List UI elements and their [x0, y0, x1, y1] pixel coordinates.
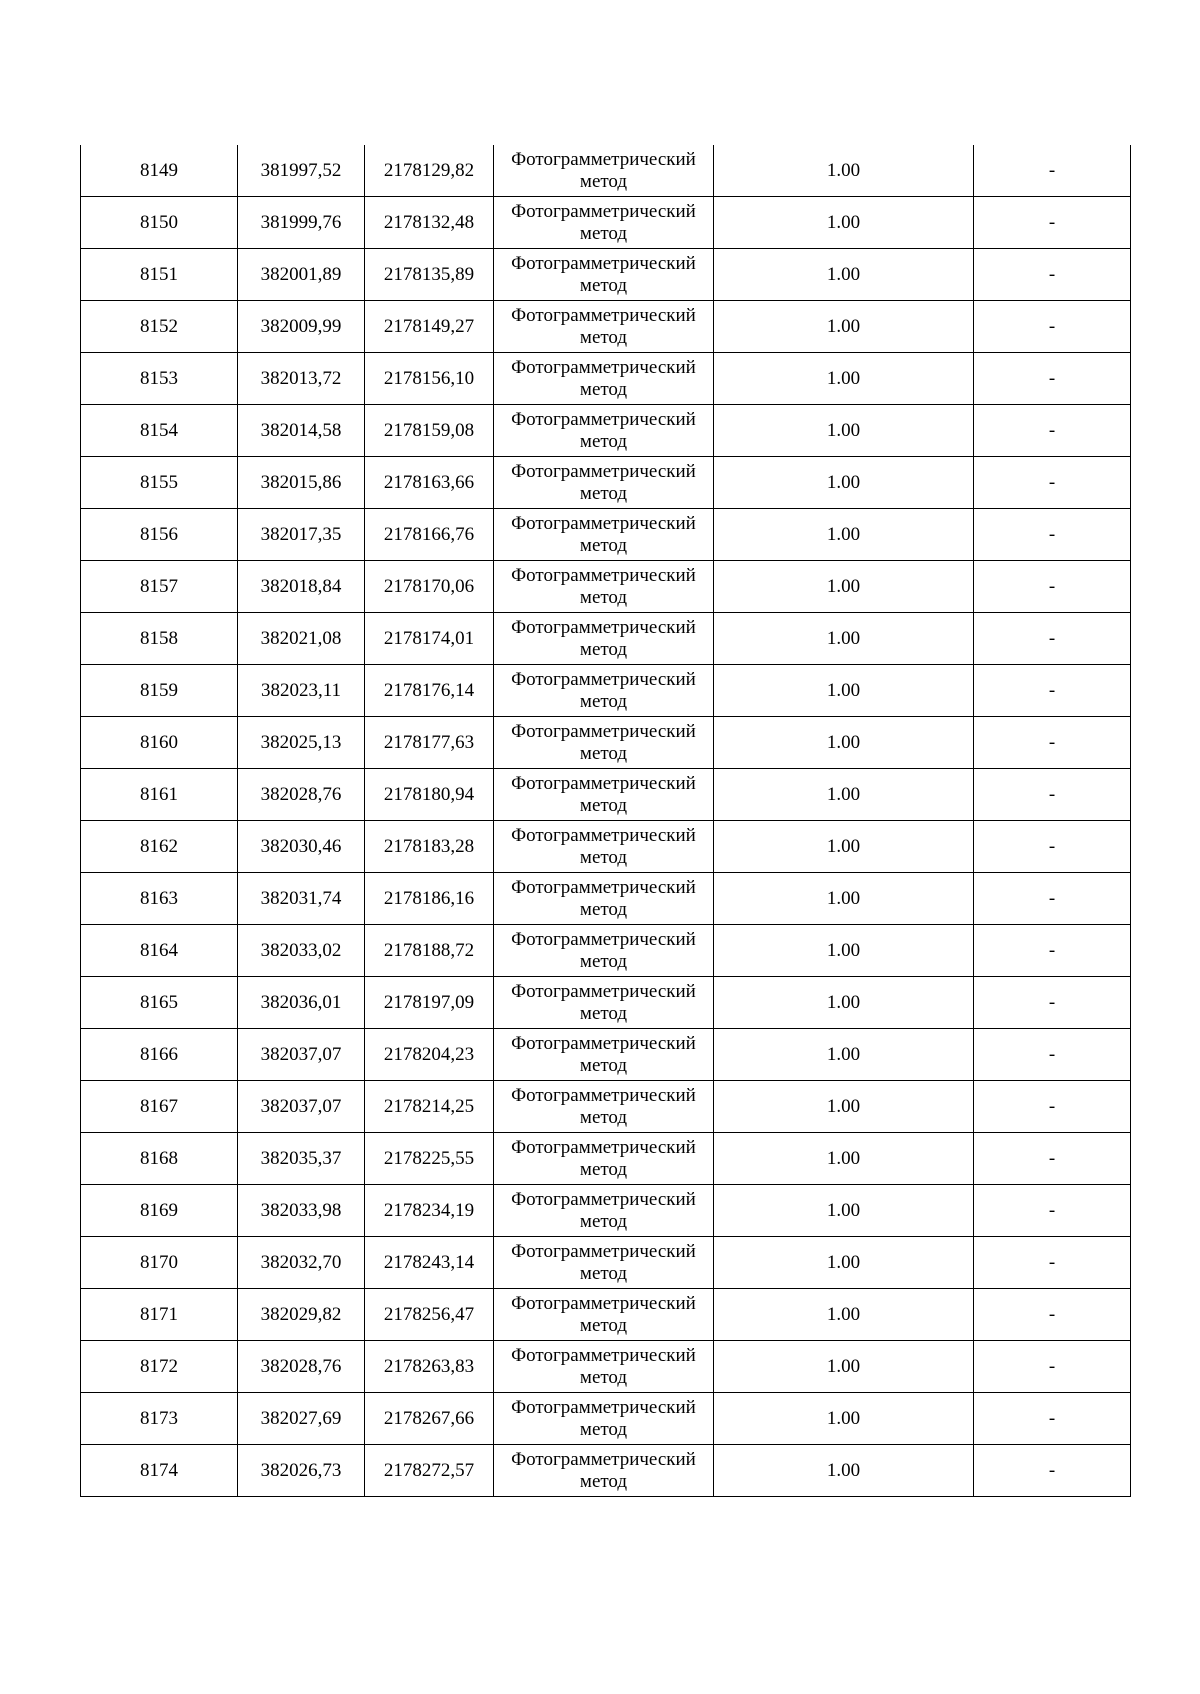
accuracy-cell: 1.00 [714, 249, 974, 301]
method-line-2: метод [579, 482, 628, 504]
y-coordinate-cell: 2178214,25 [365, 1081, 494, 1133]
coordinates-table-body [81, 145, 1131, 1497]
y-coordinate-cell: 2178225,55 [365, 1133, 494, 1185]
method-line-2: метод [579, 846, 628, 868]
method-line-1: Фотограмметрический [511, 980, 696, 1002]
note-cell: - [974, 353, 1131, 405]
table-row [81, 457, 1131, 509]
method-line-2: метод [579, 1262, 628, 1284]
method-cell [494, 405, 714, 457]
note-cell: - [974, 509, 1131, 561]
note-cell: - [974, 457, 1131, 509]
accuracy-cell: 1.00 [714, 613, 974, 665]
table-row [81, 613, 1131, 665]
method-line-2: метод [579, 586, 628, 608]
accuracy-cell: 1.00 [714, 197, 974, 249]
table-row [81, 1237, 1131, 1289]
x-coordinate-cell: 382035,37 [238, 1133, 365, 1185]
x-coordinate-cell: 382036,01 [238, 977, 365, 1029]
note-cell: - [974, 405, 1131, 457]
x-coordinate-cell: 382018,84 [238, 561, 365, 613]
note-cell: - [974, 1237, 1131, 1289]
table-row [81, 1185, 1131, 1237]
method-cell [494, 925, 714, 977]
method-cell [494, 197, 714, 249]
x-coordinate-cell: 382030,46 [238, 821, 365, 873]
table-row [81, 1289, 1131, 1341]
x-coordinate-cell: 382028,76 [238, 1341, 365, 1393]
method-line-1: Фотограмметрический [511, 616, 696, 638]
y-coordinate-cell: 2178176,14 [365, 665, 494, 717]
x-coordinate-cell: 382014,58 [238, 405, 365, 457]
method-cell [494, 1341, 714, 1393]
method-cell [494, 717, 714, 769]
accuracy-cell: 1.00 [714, 1341, 974, 1393]
method-line-1: Фотограмметрический [511, 304, 696, 326]
method-line-1: Фотограмметрический [511, 668, 696, 690]
x-coordinate-cell: 382013,72 [238, 353, 365, 405]
y-coordinate-cell: 2178159,08 [365, 405, 494, 457]
accuracy-cell: 1.00 [714, 457, 974, 509]
method-cell [494, 353, 714, 405]
table-row [81, 1081, 1131, 1133]
table-row [81, 561, 1131, 613]
method-cell [494, 1029, 714, 1081]
method-line-2: метод [579, 1418, 628, 1440]
method-line-1: Фотограмметрический [511, 720, 696, 742]
point-number-cell: 8149 [81, 145, 238, 197]
x-coordinate-cell: 382017,35 [238, 509, 365, 561]
x-coordinate-cell: 382015,86 [238, 457, 365, 509]
y-coordinate-cell: 2178149,27 [365, 301, 494, 353]
method-line-2: метод [579, 1002, 628, 1024]
x-coordinate-cell: 382028,76 [238, 769, 365, 821]
method-line-2: метод [579, 794, 628, 816]
method-cell [494, 561, 714, 613]
accuracy-cell: 1.00 [714, 1289, 974, 1341]
accuracy-cell: 1.00 [714, 1393, 974, 1445]
accuracy-cell: 1.00 [714, 873, 974, 925]
x-coordinate-cell: 382037,07 [238, 1029, 365, 1081]
method-line-1: Фотограмметрический [511, 200, 696, 222]
y-coordinate-cell: 2178129,82 [365, 145, 494, 197]
method-cell [494, 1237, 714, 1289]
method-line-1: Фотограмметрический [511, 824, 696, 846]
method-line-1: Фотограмметрический [511, 1084, 696, 1106]
accuracy-cell: 1.00 [714, 1445, 974, 1497]
table-row [81, 1393, 1131, 1445]
note-cell: - [974, 717, 1131, 769]
point-number-cell: 8171 [81, 1289, 238, 1341]
point-number-cell: 8166 [81, 1029, 238, 1081]
table-row [81, 769, 1131, 821]
x-coordinate-cell: 381997,52 [238, 145, 365, 197]
method-line-2: метод [579, 690, 628, 712]
note-cell: - [974, 977, 1131, 1029]
method-cell [494, 1185, 714, 1237]
method-cell [494, 1289, 714, 1341]
y-coordinate-cell: 2178256,47 [365, 1289, 494, 1341]
table-row [81, 821, 1131, 873]
note-cell: - [974, 1185, 1131, 1237]
y-coordinate-cell: 2178174,01 [365, 613, 494, 665]
method-line-2: метод [579, 222, 628, 244]
point-number-cell: 8150 [81, 197, 238, 249]
method-cell [494, 1133, 714, 1185]
point-number-cell: 8159 [81, 665, 238, 717]
y-coordinate-cell: 2178263,83 [365, 1341, 494, 1393]
x-coordinate-cell: 382032,70 [238, 1237, 365, 1289]
x-coordinate-cell: 382001,89 [238, 249, 365, 301]
table-row [81, 1341, 1131, 1393]
point-number-cell: 8173 [81, 1393, 238, 1445]
point-number-cell: 8167 [81, 1081, 238, 1133]
method-line-1: Фотограмметрический [511, 1188, 696, 1210]
x-coordinate-cell: 382033,98 [238, 1185, 365, 1237]
method-line-2: метод [579, 950, 628, 972]
point-number-cell: 8165 [81, 977, 238, 1029]
method-line-1: Фотограмметрический [511, 460, 696, 482]
note-cell: - [974, 301, 1131, 353]
method-line-1: Фотограмметрический [511, 772, 696, 794]
table-row [81, 1445, 1131, 1497]
method-line-2: метод [579, 1158, 628, 1180]
y-coordinate-cell: 2178156,10 [365, 353, 494, 405]
y-coordinate-cell: 2178135,89 [365, 249, 494, 301]
y-coordinate-cell: 2178243,14 [365, 1237, 494, 1289]
method-line-1: Фотограмметрический [511, 1032, 696, 1054]
accuracy-cell: 1.00 [714, 405, 974, 457]
table-row [81, 509, 1131, 561]
y-coordinate-cell: 2178166,76 [365, 509, 494, 561]
x-coordinate-cell: 382009,99 [238, 301, 365, 353]
method-line-1: Фотограмметрический [511, 148, 696, 170]
y-coordinate-cell: 2178272,57 [365, 1445, 494, 1497]
accuracy-cell: 1.00 [714, 561, 974, 613]
method-line-1: Фотограмметрический [511, 1240, 696, 1262]
table-row [81, 145, 1131, 197]
y-coordinate-cell: 2178163,66 [365, 457, 494, 509]
method-line-2: метод [579, 274, 628, 296]
table-row [81, 197, 1131, 249]
x-coordinate-cell: 382025,13 [238, 717, 365, 769]
note-cell: - [974, 1289, 1131, 1341]
x-coordinate-cell: 382023,11 [238, 665, 365, 717]
method-line-2: метод [579, 534, 628, 556]
method-cell [494, 821, 714, 873]
note-cell: - [974, 145, 1131, 197]
accuracy-cell: 1.00 [714, 509, 974, 561]
method-line-1: Фотограмметрический [511, 876, 696, 898]
note-cell: - [974, 561, 1131, 613]
point-number-cell: 8174 [81, 1445, 238, 1497]
table-row [81, 873, 1131, 925]
point-number-cell: 8158 [81, 613, 238, 665]
x-coordinate-cell: 382021,08 [238, 613, 365, 665]
accuracy-cell: 1.00 [714, 1081, 974, 1133]
method-line-2: метод [579, 430, 628, 452]
accuracy-cell: 1.00 [714, 353, 974, 405]
method-line-1: Фотограмметрический [511, 512, 696, 534]
method-line-2: метод [579, 1470, 628, 1492]
point-number-cell: 8170 [81, 1237, 238, 1289]
point-number-cell: 8152 [81, 301, 238, 353]
method-line-1: Фотограмметрический [511, 1344, 696, 1366]
method-line-2: метод [579, 378, 628, 400]
method-line-2: метод [579, 1210, 628, 1232]
point-number-cell: 8162 [81, 821, 238, 873]
accuracy-cell: 1.00 [714, 769, 974, 821]
point-number-cell: 8157 [81, 561, 238, 613]
method-cell [494, 145, 714, 197]
point-number-cell: 8163 [81, 873, 238, 925]
y-coordinate-cell: 2178234,19 [365, 1185, 494, 1237]
note-cell: - [974, 1445, 1131, 1497]
method-cell [494, 1081, 714, 1133]
method-line-2: метод [579, 326, 628, 348]
accuracy-cell: 1.00 [714, 145, 974, 197]
x-coordinate-cell: 381999,76 [238, 197, 365, 249]
note-cell: - [974, 925, 1131, 977]
table-row [81, 249, 1131, 301]
method-cell [494, 457, 714, 509]
note-cell: - [974, 665, 1131, 717]
method-cell [494, 613, 714, 665]
method-cell [494, 509, 714, 561]
point-number-cell: 8153 [81, 353, 238, 405]
note-cell: - [974, 197, 1131, 249]
method-cell [494, 249, 714, 301]
y-coordinate-cell: 2178170,06 [365, 561, 494, 613]
note-cell: - [974, 821, 1131, 873]
y-coordinate-cell: 2178180,94 [365, 769, 494, 821]
coordinates-table [80, 145, 1131, 1497]
method-cell [494, 665, 714, 717]
method-line-1: Фотограмметрический [511, 928, 696, 950]
method-cell [494, 873, 714, 925]
method-line-1: Фотограмметрический [511, 1136, 696, 1158]
method-line-2: метод [579, 1314, 628, 1336]
point-number-cell: 8151 [81, 249, 238, 301]
accuracy-cell: 1.00 [714, 1185, 974, 1237]
point-number-cell: 8160 [81, 717, 238, 769]
method-line-2: метод [579, 638, 628, 660]
method-line-1: Фотограмметрический [511, 356, 696, 378]
x-coordinate-cell: 382026,73 [238, 1445, 365, 1497]
accuracy-cell: 1.00 [714, 821, 974, 873]
note-cell: - [974, 873, 1131, 925]
method-line-2: метод [579, 170, 628, 192]
point-number-cell: 8156 [81, 509, 238, 561]
method-cell [494, 301, 714, 353]
point-number-cell: 8168 [81, 1133, 238, 1185]
accuracy-cell: 1.00 [714, 717, 974, 769]
y-coordinate-cell: 2178267,66 [365, 1393, 494, 1445]
accuracy-cell: 1.00 [714, 977, 974, 1029]
method-line-2: метод [579, 1054, 628, 1076]
x-coordinate-cell: 382027,69 [238, 1393, 365, 1445]
y-coordinate-cell: 2178183,28 [365, 821, 494, 873]
table-row [81, 1133, 1131, 1185]
table-row [81, 353, 1131, 405]
point-number-cell: 8161 [81, 769, 238, 821]
table-row [81, 925, 1131, 977]
accuracy-cell: 1.00 [714, 925, 974, 977]
accuracy-cell: 1.00 [714, 1237, 974, 1289]
y-coordinate-cell: 2178197,09 [365, 977, 494, 1029]
method-cell [494, 1393, 714, 1445]
table-row [81, 405, 1131, 457]
x-coordinate-cell: 382037,07 [238, 1081, 365, 1133]
table-row [81, 717, 1131, 769]
y-coordinate-cell: 2178177,63 [365, 717, 494, 769]
table-row [81, 301, 1131, 353]
y-coordinate-cell: 2178132,48 [365, 197, 494, 249]
method-cell [494, 1445, 714, 1497]
method-line-1: Фотограмметрический [511, 408, 696, 430]
method-line-1: Фотограмметрический [511, 1396, 696, 1418]
method-cell [494, 769, 714, 821]
note-cell: - [974, 1393, 1131, 1445]
note-cell: - [974, 1341, 1131, 1393]
method-line-1: Фотограмметрический [511, 564, 696, 586]
method-line-2: метод [579, 742, 628, 764]
note-cell: - [974, 249, 1131, 301]
accuracy-cell: 1.00 [714, 1133, 974, 1185]
method-line-2: метод [579, 1366, 628, 1388]
table-row [81, 665, 1131, 717]
point-number-cell: 8164 [81, 925, 238, 977]
method-cell [494, 977, 714, 1029]
point-number-cell: 8169 [81, 1185, 238, 1237]
point-number-cell: 8172 [81, 1341, 238, 1393]
accuracy-cell: 1.00 [714, 665, 974, 717]
accuracy-cell: 1.00 [714, 1029, 974, 1081]
note-cell: - [974, 1081, 1131, 1133]
method-line-1: Фотограмметрический [511, 252, 696, 274]
point-number-cell: 8154 [81, 405, 238, 457]
y-coordinate-cell: 2178186,16 [365, 873, 494, 925]
method-line-1: Фотограмметрический [511, 1292, 696, 1314]
method-line-1: Фотограмметрический [511, 1448, 696, 1470]
note-cell: - [974, 1133, 1131, 1185]
table-row [81, 1029, 1131, 1081]
method-line-2: метод [579, 1106, 628, 1128]
y-coordinate-cell: 2178188,72 [365, 925, 494, 977]
method-line-2: метод [579, 898, 628, 920]
note-cell: - [974, 613, 1131, 665]
y-coordinate-cell: 2178204,23 [365, 1029, 494, 1081]
x-coordinate-cell: 382031,74 [238, 873, 365, 925]
note-cell: - [974, 1029, 1131, 1081]
note-cell: - [974, 769, 1131, 821]
table-row [81, 977, 1131, 1029]
point-number-cell: 8155 [81, 457, 238, 509]
x-coordinate-cell: 382029,82 [238, 1289, 365, 1341]
accuracy-cell: 1.00 [714, 301, 974, 353]
x-coordinate-cell: 382033,02 [238, 925, 365, 977]
